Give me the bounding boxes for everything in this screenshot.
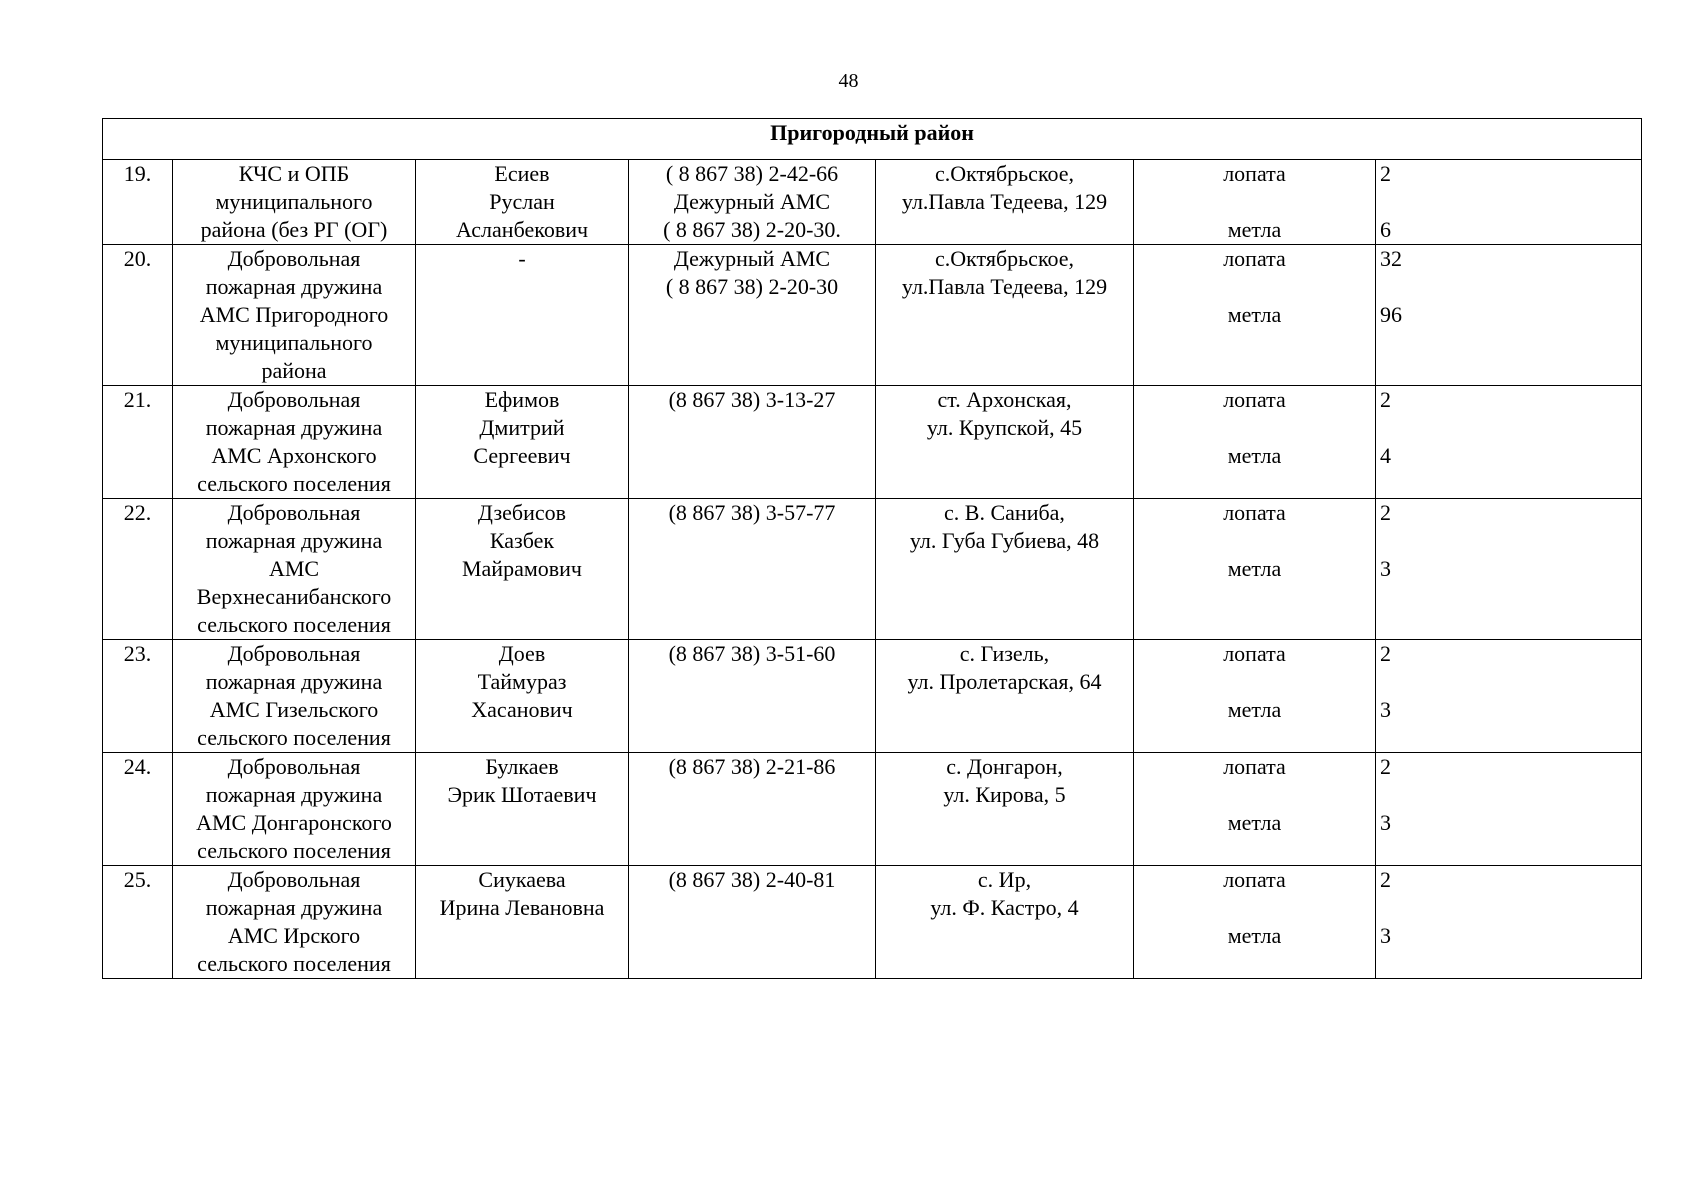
address-cell-line: с. Донгарон, — [946, 754, 1063, 779]
organization-cell-line: сельского поселения — [197, 471, 391, 496]
person-cell-line: Таймураз — [477, 669, 567, 694]
table-row — [103, 753, 1642, 866]
table-row — [103, 499, 1642, 640]
row-number: 23. — [103, 640, 173, 753]
equipment-item: метла — [1227, 810, 1282, 835]
organization-cell-line: муниципального — [215, 189, 373, 214]
address-cell-line: ул. Крупской, 45 — [926, 415, 1083, 440]
spacer — [1138, 668, 1371, 696]
organization-cell-line: АМС Архонского — [211, 443, 377, 468]
person-cell — [416, 160, 629, 245]
address-cell-line: ст. Архонская, — [937, 387, 1072, 412]
equipment-item: лопата — [1223, 387, 1286, 412]
quantity-value: 6 — [1380, 217, 1391, 242]
quantity-value: 2 — [1380, 161, 1391, 186]
person-cell — [416, 386, 629, 499]
person-cell — [416, 640, 629, 753]
equipment-item: метла — [1227, 697, 1282, 722]
organization-cell-line: муниципального — [215, 330, 373, 355]
address-cell-line: ул. Губа Губиева, 48 — [909, 528, 1100, 553]
spacer — [1380, 414, 1637, 442]
person-cell-line: Майрамович — [461, 556, 582, 581]
spacer — [1138, 894, 1371, 922]
organization-cell — [173, 245, 416, 386]
person-cell-line: Дзебисов — [477, 500, 567, 525]
phone-cell-line: Дежурный АМС — [673, 189, 831, 214]
row-number: 21. — [103, 386, 173, 499]
phone-cell-line: (8 867 38) 3-57-77 — [668, 500, 836, 525]
organization-cell-line: АМС Гизельского — [209, 697, 379, 722]
phone-cell — [629, 499, 876, 640]
row-number: 22. — [103, 499, 173, 640]
organization-cell-line: АМС Ирского — [227, 923, 361, 948]
person-cell-line: Сиукаева — [478, 867, 566, 892]
person-cell — [416, 245, 629, 386]
organization-cell-line: Добровольная — [227, 246, 361, 271]
organization-cell — [173, 499, 416, 640]
address-cell-line: с. Гизель, — [959, 641, 1050, 666]
equipment-cell — [1134, 160, 1376, 245]
address-cell-line: ул.Павла Тедеева, 129 — [901, 274, 1108, 299]
quantity-value: 3 — [1380, 697, 1391, 722]
phone-cell-line: (8 867 38) 3-51-60 — [668, 641, 836, 666]
equipment-cell — [1134, 499, 1376, 640]
table-row — [103, 386, 1642, 499]
person-cell-line: - — [518, 246, 526, 271]
table-row — [103, 245, 1642, 386]
section-header-row — [103, 119, 1642, 160]
equipment-item: метла — [1227, 217, 1282, 242]
equipment-item: лопата — [1223, 161, 1286, 186]
phone-cell-line: ( 8 867 38) 2-20-30 — [665, 274, 839, 299]
person-cell-line: Ирина Левановна — [439, 895, 605, 920]
organization-cell — [173, 866, 416, 979]
equipment-item: метла — [1227, 556, 1282, 581]
organization-cell-line: пожарная дружина — [205, 895, 383, 920]
quantity-value: 2 — [1380, 500, 1391, 525]
person-cell-line: Казбек — [489, 528, 555, 553]
organization-cell-line: сельского поселения — [197, 838, 391, 863]
spacer — [1380, 781, 1637, 809]
organization-cell-line: района (без РГ (ОГ) — [200, 217, 388, 242]
phone-cell — [629, 386, 876, 499]
organization-cell-line: пожарная дружина — [205, 274, 383, 299]
quantity-value: 4 — [1380, 443, 1391, 468]
person-cell-line: Ефимов — [484, 387, 560, 412]
equipment-cell — [1134, 866, 1376, 979]
phone-cell-line: (8 867 38) 2-40-81 — [668, 867, 836, 892]
person-cell — [416, 499, 629, 640]
equipment-table — [102, 118, 1642, 979]
organization-cell-line: сельского поселения — [197, 725, 391, 750]
address-cell — [876, 640, 1134, 753]
row-number: 25. — [103, 866, 173, 979]
organization-cell-line: пожарная дружина — [205, 415, 383, 440]
organization-cell-line: Добровольная — [227, 641, 361, 666]
quantity-cell — [1376, 499, 1642, 640]
quantity-value: 2 — [1380, 754, 1391, 779]
address-cell — [876, 866, 1134, 979]
quantity-cell — [1376, 640, 1642, 753]
address-cell — [876, 753, 1134, 866]
person-cell-line: Эрик Шотаевич — [447, 782, 597, 807]
spacer — [1380, 668, 1637, 696]
equipment-item: лопата — [1223, 754, 1286, 779]
quantity-cell — [1376, 866, 1642, 979]
address-cell — [876, 499, 1134, 640]
address-cell-line: с. Ир, — [977, 867, 1032, 892]
organization-cell-line: Добровольная — [227, 754, 361, 779]
organization-cell-line: пожарная дружина — [205, 528, 383, 553]
equipment-item: лопата — [1223, 867, 1286, 892]
spacer — [1138, 527, 1371, 555]
person-cell-line: Булкаев — [485, 754, 559, 779]
address-cell-line: с.Октябрьское, — [934, 161, 1075, 186]
person-cell-line: Доев — [498, 641, 546, 666]
quantity-cell — [1376, 160, 1642, 245]
organization-cell-line: района — [261, 358, 327, 383]
spacer — [1138, 414, 1371, 442]
quantity-value: 2 — [1380, 641, 1391, 666]
organization-cell-line: Верхнесанибанского — [196, 584, 392, 609]
phone-cell-line: ( 8 867 38) 2-20-30. — [663, 217, 841, 242]
spacer — [1138, 188, 1371, 216]
table-row — [103, 640, 1642, 753]
address-cell-line: ул.Павла Тедеева, 129 — [901, 189, 1108, 214]
organization-cell-line: АМС — [268, 556, 320, 581]
spacer — [1380, 527, 1637, 555]
quantity-value: 2 — [1380, 387, 1391, 412]
quantity-value: 3 — [1380, 923, 1391, 948]
organization-cell — [173, 386, 416, 499]
phone-cell-line: (8 867 38) 3-13-27 — [668, 387, 836, 412]
row-number: 20. — [103, 245, 173, 386]
phone-cell — [629, 160, 876, 245]
organization-cell-line: Добровольная — [227, 500, 361, 525]
phone-cell-line: ( 8 867 38) 2-42-66 — [665, 161, 839, 186]
quantity-value: 32 — [1380, 246, 1402, 271]
row-number: 24. — [103, 753, 173, 866]
address-cell — [876, 160, 1134, 245]
quantity-cell — [1376, 245, 1642, 386]
organization-cell-line: сельского поселения — [197, 612, 391, 637]
equipment-cell — [1134, 640, 1376, 753]
equipment-item: метла — [1227, 302, 1282, 327]
quantity-value: 2 — [1380, 867, 1391, 892]
spacer — [1138, 273, 1371, 301]
address-cell-line: ул. Кирова, 5 — [943, 782, 1066, 807]
person-cell-line: Дмитрий — [479, 415, 565, 440]
organization-cell — [173, 753, 416, 866]
address-cell — [876, 245, 1134, 386]
quantity-value: 96 — [1380, 302, 1402, 327]
organization-cell — [173, 640, 416, 753]
phone-cell-line: (8 867 38) 2-21-86 — [668, 754, 836, 779]
equipment-item: метла — [1227, 923, 1282, 948]
organization-cell-line: АМС Пригородного — [199, 302, 389, 327]
spacer — [1380, 894, 1637, 922]
organization-cell-line: пожарная дружина — [205, 669, 383, 694]
row-number: 19. — [103, 160, 173, 245]
phone-cell — [629, 866, 876, 979]
person-cell — [416, 753, 629, 866]
phone-cell — [629, 640, 876, 753]
organization-cell-line: КЧС и ОПБ — [238, 161, 350, 186]
equipment-cell — [1134, 245, 1376, 386]
person-cell-line: Руслан — [489, 189, 555, 214]
equipment-item: лопата — [1223, 500, 1286, 525]
equipment-item: метла — [1227, 443, 1282, 468]
phone-cell — [629, 245, 876, 386]
page-number: 48 — [838, 70, 859, 92]
section-title: Пригородный район — [103, 119, 1642, 160]
quantity-value: 3 — [1380, 556, 1391, 581]
phone-cell — [629, 753, 876, 866]
equipment-item: лопата — [1223, 246, 1286, 271]
table-row — [103, 866, 1642, 979]
address-cell-line: с. В. Саниба, — [944, 500, 1065, 525]
organization-cell-line: АМС Донгаронского — [196, 810, 392, 835]
person-cell-line: Сергеевич — [473, 443, 571, 468]
person-cell-line: Асланбекович — [455, 217, 589, 242]
person-cell-line: Хасанович — [471, 697, 573, 722]
quantity-value: 3 — [1380, 810, 1391, 835]
spacer — [1380, 188, 1637, 216]
equipment-cell — [1134, 753, 1376, 866]
organization-cell — [173, 160, 416, 245]
organization-cell-line: пожарная дружина — [205, 782, 383, 807]
address-cell-line: ул. Ф. Кастро, 4 — [930, 895, 1079, 920]
organization-cell-line: Добровольная — [227, 867, 361, 892]
organization-cell-line: сельского поселения — [197, 951, 391, 976]
address-cell-line: с.Октябрьское, — [934, 246, 1075, 271]
phone-cell-line: Дежурный АМС — [673, 246, 831, 271]
person-cell — [416, 866, 629, 979]
quantity-cell — [1376, 753, 1642, 866]
table-row — [103, 160, 1642, 245]
organization-cell-line: Добровольная — [227, 387, 361, 412]
person-cell-line: Есиев — [494, 161, 550, 186]
spacer — [1138, 781, 1371, 809]
address-cell — [876, 386, 1134, 499]
spacer — [1380, 273, 1637, 301]
equipment-cell — [1134, 386, 1376, 499]
equipment-item: лопата — [1223, 641, 1286, 666]
address-cell-line: ул. Пролетарская, 64 — [907, 669, 1102, 694]
quantity-cell — [1376, 386, 1642, 499]
